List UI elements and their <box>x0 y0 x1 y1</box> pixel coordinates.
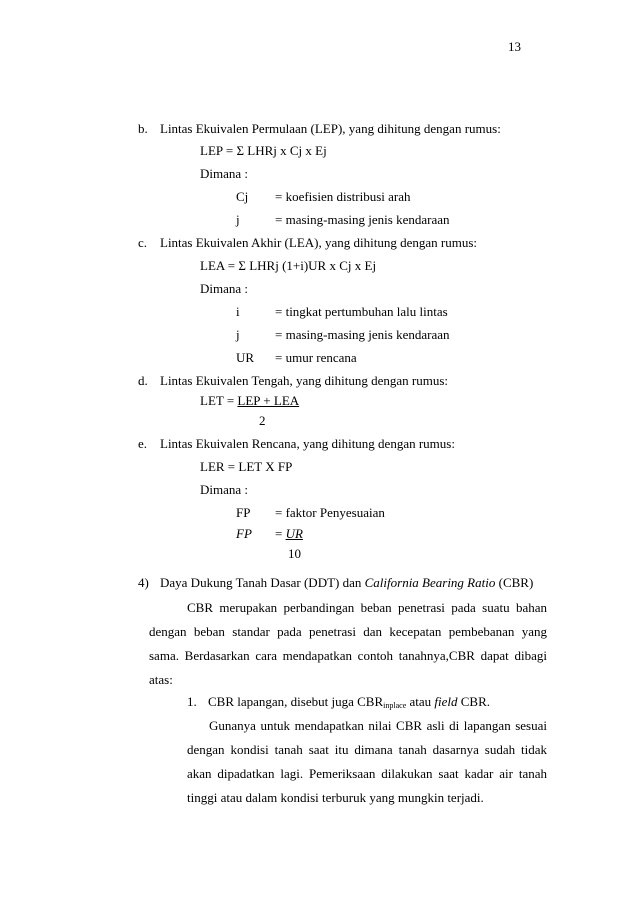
def-symbol: FP <box>236 526 252 541</box>
dimana-label: Dimana : <box>200 166 249 181</box>
def-description: = masing-masing jenis kendaraan <box>275 212 450 227</box>
heading-italic: California Bearing Ratio <box>364 575 496 590</box>
def-description: = masing-masing jenis kendaraan <box>275 327 450 342</box>
let-formula <box>200 393 299 409</box>
def-symbol: Cj <box>236 189 249 204</box>
list-item-text: CBR lapangan, disebut juga CBR <box>208 694 384 709</box>
def-symbol: j <box>236 212 240 227</box>
lea-formula: LEA = Σ LHRj (1+i)UR x Cj x Ej <box>200 258 377 273</box>
list-item-heading <box>208 694 490 714</box>
def-description: = tingkat pertumbuhan lalu lintas <box>275 304 448 319</box>
ler-formula: LER = LET X FP <box>200 459 293 474</box>
item-paragraph-line: tinggi atau dalam kondisi terburuk yang mungkin terjadi. <box>187 790 484 805</box>
item-d-heading: Lintas Ekuivalen Tengah, yang dihitung dengan rumus: <box>160 373 449 388</box>
def-symbol: i <box>236 304 240 319</box>
paragraph-line: sama. Berdasarkan cara mendapatkan contoh tanahnya,CBR dapat dibagi <box>149 648 547 663</box>
dimana-label: Dimana : <box>200 281 249 296</box>
list-item-text: atau <box>406 694 435 709</box>
fp-formula-numerator: UR <box>285 526 303 541</box>
item-c-heading: Lintas Ekuivalen Akhir (LEA), yang dihitung dengan rumus: <box>160 235 477 250</box>
paragraph-line: CBR merupakan perbandingan beban penetrasi pada suatu bahan <box>187 600 547 615</box>
def-description: = faktor Penyesuaian <box>275 505 385 520</box>
lep-formula: LEP = Σ LHRj x Cj x Ej <box>200 143 327 158</box>
list-item-marker: 1. <box>187 694 197 709</box>
item-b-marker: b. <box>138 121 148 136</box>
dimana-label: Dimana : <box>200 482 249 497</box>
def-description: = umur rencana <box>275 350 357 365</box>
item-d-marker: d. <box>138 373 148 388</box>
section-4-heading <box>160 575 533 591</box>
let-formula-numerator: LEP + LEA <box>237 393 300 408</box>
fp-formula-denominator: 10 <box>288 546 301 561</box>
item-c-marker: c. <box>138 235 148 250</box>
item-e-heading: Lintas Ekuivalen Rencana, yang dihitung dengan rumus: <box>160 436 455 451</box>
item-paragraph-line: akan dipadatkan lagi. Pemeriksaan dilakukan saat kadar air tanah <box>187 766 547 781</box>
paragraph-line: dengan beban standar pada penetrasi dan kecepatan pembebanan yang <box>149 624 547 639</box>
paragraph-line: atas: <box>149 672 173 687</box>
list-item-text: CBR. <box>457 694 491 709</box>
def-description: = koefisien distribusi arah <box>275 189 411 204</box>
def-symbol: UR <box>236 350 255 365</box>
fp-formula <box>275 526 303 542</box>
def-symbol: FP <box>236 505 251 520</box>
list-item-italic: field <box>434 694 458 709</box>
item-paragraph-line: Gunanya untuk mendapatkan nilai CBR asli di lapangan sesuai <box>209 718 547 733</box>
heading-part: (CBR) <box>495 575 534 590</box>
heading-part: Daya Dukung Tanah Dasar (DDT) dan <box>160 575 365 590</box>
let-formula-lhs: LET = <box>200 393 238 408</box>
fp-formula-eq: = <box>275 526 286 541</box>
page-number: 13 <box>508 39 521 54</box>
list-item-subscript: inplace <box>383 701 407 710</box>
section-4-marker: 4) <box>138 575 149 590</box>
def-symbol: j <box>236 327 240 342</box>
item-e-marker: e. <box>138 436 148 451</box>
item-b-heading: Lintas Ekuivalen Permulaan (LEP), yang dihitung dengan rumus: <box>160 121 501 136</box>
let-formula-denominator: 2 <box>259 413 266 428</box>
item-paragraph-line: dengan kondisi tanah saat itu dimana tanah dasarnya sudah tidak <box>187 742 547 757</box>
